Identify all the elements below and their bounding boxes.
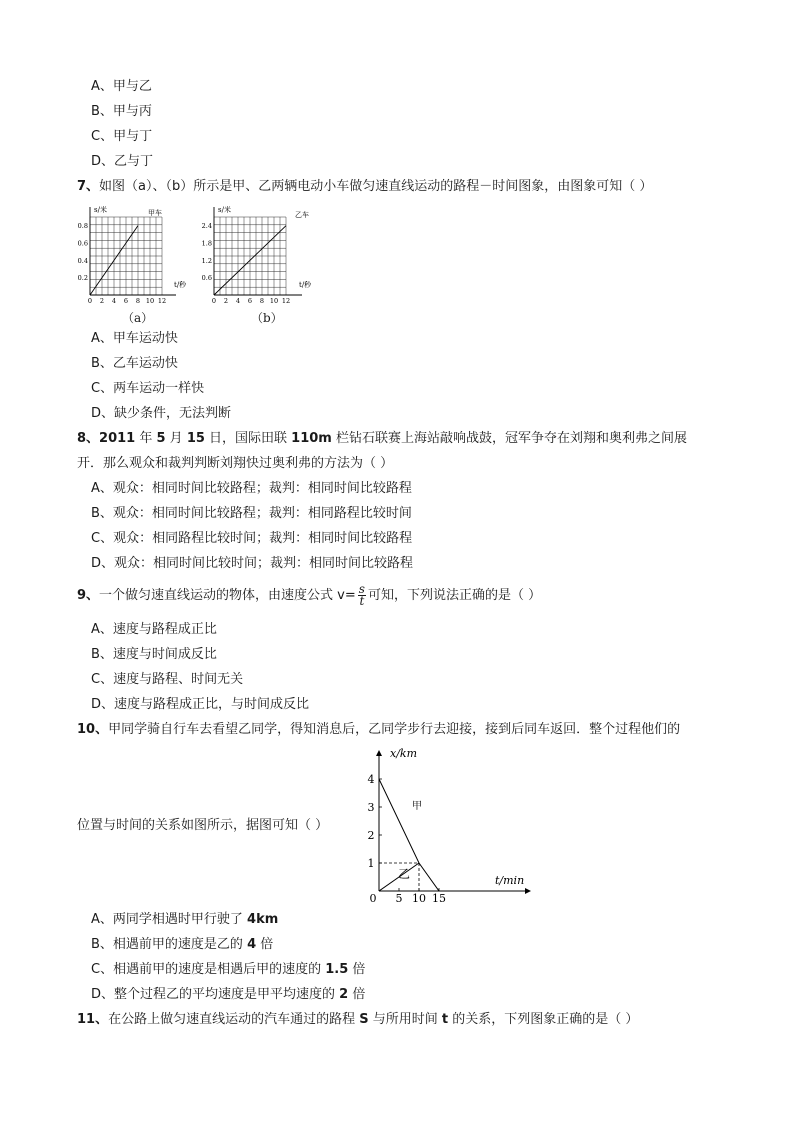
q8-stem-line2: 开．那么观众和裁判判断刘翔快过奥利弗的方法为（ ） — [77, 456, 394, 471]
graph-b-series-label: 乙车 — [295, 211, 309, 219]
q11-number: 11、 — [77, 1012, 109, 1027]
q9-option-d: D、速度与路程成正比，与时间成反比 — [91, 697, 310, 712]
q11-stem-a: 在公路上做匀速直线运动的汽车通过的路程 — [108, 1012, 360, 1027]
y-tick-label: 2.4 — [201, 222, 212, 231]
q10-option-c-text: C、相遇前甲的速度是相遇后甲的速度的 — [91, 962, 326, 977]
fraction-numerator: s — [358, 582, 365, 596]
q10-option-d-value: 2 — [339, 987, 349, 1002]
q8-stem-part-a: 年 — [135, 431, 157, 446]
graph-c-xlabel: t/min — [495, 874, 525, 887]
y-tick-label: 0.6 — [201, 274, 212, 283]
q8-option-a: A、观众：相同时间比较路程；裁判：相同时间比较路程 — [91, 481, 412, 496]
q8-option-c: C、观众：相同路程比较时间；裁判：相同时间比较路程 — [91, 531, 413, 546]
q9-option-b: B、速度与时间成反比 — [91, 647, 217, 662]
y-tick-label: 4 — [367, 773, 375, 786]
q10-option-b — [91, 936, 273, 954]
graph-a-xlabel: t/秒 — [174, 281, 187, 289]
q10-option-b-text: B、相遇前甲的速度是乙的 — [91, 937, 248, 952]
x-tick-label: 12 — [157, 297, 167, 305]
q9-stem — [77, 583, 541, 609]
y-tick-label: 1 — [367, 857, 375, 870]
q6-option-b: B、甲与丙 — [91, 104, 152, 119]
x-tick-label: 5 — [395, 892, 403, 905]
q9-stem-a: 一个做匀速直线运动的物体，由速度公式 v= — [99, 588, 356, 603]
y-tick-label: 0.8 — [77, 222, 88, 231]
q9-stem-b: 可知，下列说法正确的是（ ） — [367, 588, 542, 603]
graph-c — [360, 745, 540, 903]
x-tick-label: 15 — [432, 892, 446, 905]
q10-option-c-suffix: 倍 — [348, 962, 366, 977]
y-tick-label: 1.8 — [201, 239, 212, 248]
x-tick-label: 0 — [87, 297, 93, 305]
q10-option-d-suffix: 倍 — [348, 987, 366, 1002]
y-tick-label: 0.4 — [77, 256, 88, 265]
q8-stem-line1 — [77, 430, 687, 448]
graph-b-xlabel: t/秒 — [299, 281, 312, 289]
graph-c-jia-label: 甲 — [412, 801, 422, 812]
q6-option-d: D、乙与丁 — [91, 154, 154, 169]
x-tick-label: 10 — [412, 892, 426, 905]
graph-a-ylabel: s/米 — [94, 206, 107, 214]
x-tick-label: 4 — [111, 297, 117, 305]
q6-option-a: A、甲与乙 — [91, 79, 152, 94]
q10-option-c — [91, 961, 365, 979]
x-tick-label: 8 — [135, 297, 141, 305]
q7-stem — [77, 178, 652, 196]
x-tick-label: 10 — [145, 297, 155, 305]
y-tick-label: 3 — [367, 801, 375, 814]
fraction-denominator: t — [359, 594, 365, 608]
x-tick-label: 8 — [259, 297, 265, 305]
q8-stem-part-f: 110m — [291, 431, 332, 446]
graph-b-grid — [214, 217, 286, 295]
q10-number: 10、 — [77, 722, 109, 737]
y-tick-label: 0.6 — [77, 239, 88, 248]
q8-stem-part-b: 5 — [156, 431, 166, 446]
q6-option-c: C、甲与丁 — [91, 129, 153, 144]
q11-stem — [77, 1011, 638, 1029]
x-tick-label: 4 — [235, 297, 241, 305]
x-tick-label: 10 — [269, 297, 279, 305]
q7-option-d: D、缺少条件，无法判断 — [91, 406, 232, 421]
q8-stem-part-c: 月 — [165, 431, 187, 446]
speed-formula-fraction — [358, 584, 366, 607]
graph-c-yi-label: 乙 — [398, 867, 411, 881]
x-tick-label: 0 — [369, 892, 377, 905]
x-tick-label: 6 — [247, 297, 253, 305]
graph-a — [76, 203, 187, 305]
q11-stem-s: S — [359, 1012, 369, 1027]
q8-option-b: B、观众：相同时间比较路程；裁判：相同路程比较时间 — [91, 506, 412, 521]
q7-number: 7、 — [77, 179, 100, 194]
q10-option-d-text: D、整个过程乙的平均速度是甲平均速度的 — [91, 987, 340, 1002]
graph-b-caption: （b） — [251, 311, 283, 325]
q7-option-a: A、甲车运动快 — [91, 331, 178, 346]
graph-c-ylabel: x/km — [390, 747, 418, 760]
y-tick-label: 0.2 — [77, 274, 88, 283]
q8-stem-part-d: 15 — [186, 431, 205, 446]
x-tick-label: 2 — [223, 297, 229, 305]
y-tick-label: 1.2 — [201, 256, 212, 265]
graph-b-ylabel: s/米 — [218, 206, 231, 214]
q10-option-b-suffix: 倍 — [256, 937, 274, 952]
q10-option-a — [91, 911, 278, 929]
q10-option-b-value: 4 — [247, 937, 257, 952]
q7-option-c: C、两车运动一样快 — [91, 381, 205, 396]
q10-option-d — [91, 986, 365, 1004]
q10-option-a-value: 4km — [247, 912, 279, 927]
y-tick-label: 2 — [367, 829, 375, 842]
x-tick-label: 2 — [99, 297, 105, 305]
q11-stem-c: 的关系，下列图象正确的是（ ） — [448, 1012, 639, 1027]
q10-stem-line2: 位置与时间的关系如图所示，据图可知（ ） — [77, 818, 329, 833]
graph-a-caption: （a） — [122, 311, 154, 325]
x-tick-label: 0 — [211, 297, 217, 305]
q10-stem-text: 甲同学骑自行车去看望乙同学，得知消息后，乙同学步行去迎接，接到后同车返回．整个过程他们的 — [108, 722, 681, 737]
graph-b — [198, 203, 313, 303]
q11-stem-t: t — [441, 1012, 449, 1027]
q10-stem-line1 — [77, 721, 680, 739]
q11-stem-b: 与所用时间 — [368, 1012, 442, 1027]
q9-number: 9、 — [77, 588, 100, 603]
q8-stem-part-e: 日，国际田联 — [204, 431, 292, 446]
x-tick-label: 6 — [123, 297, 129, 305]
q8-stem-part-g: 栏钻石联赛上海站敲响战鼓，冠军争夺在刘翔和奥利弗之间展 — [331, 431, 687, 446]
q10-option-c-value: 1.5 — [325, 962, 349, 977]
q7-option-b: B、乙车运动快 — [91, 356, 178, 371]
q9-option-a: A、速度与路程成正比 — [91, 622, 217, 637]
x-tick-label: 12 — [281, 297, 291, 305]
q7-stem-text: 如图（a）、（b）所示是甲、乙两辆电动小车做匀速直线运动的路程－时间图象，由图象可知（ ） — [99, 179, 653, 194]
q10-option-a-text: A、两同学相遇时甲行驶了 — [91, 912, 248, 927]
q9-option-c: C、速度与路程、时间无关 — [91, 672, 244, 687]
q8-number: 8、2011 — [77, 431, 136, 446]
graph-a-series-label: 甲车 — [148, 209, 162, 217]
graph-a-grid — [90, 217, 162, 295]
q8-option-d: D、观众：相同时间比较时间；裁判：相同时间比较路程 — [91, 556, 414, 571]
